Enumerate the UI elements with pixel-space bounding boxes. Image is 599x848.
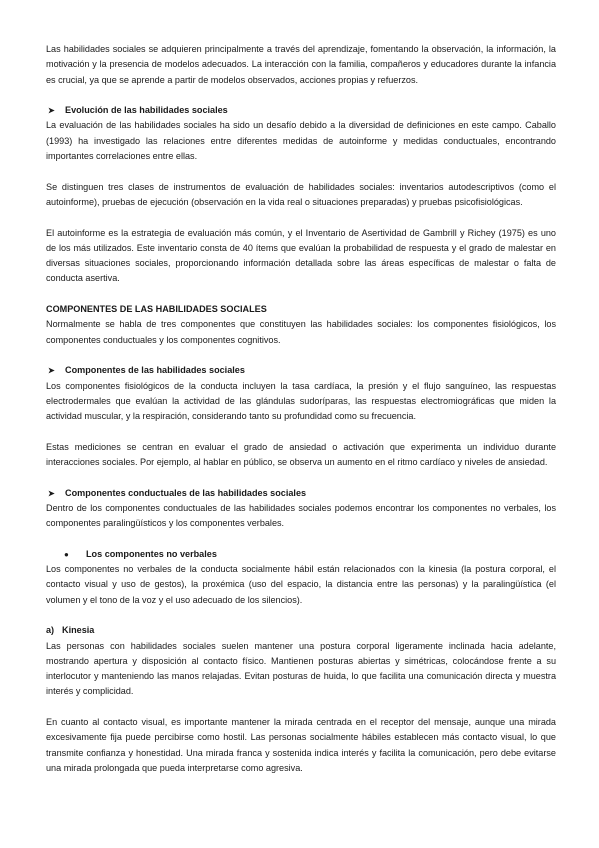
- list-letter: a): [46, 625, 55, 636]
- paragraph-instrumentos: Se distinguen tres clases de instrumentos de evaluación de habilidades sociales: inventarios autodescriptivos (como el autoinforme), pruebas de ejecución (observación en la vida real o situaciones preparadas) y pruebas psicofisiológicas.: [46, 181, 556, 207]
- heading-kinesia: [46, 623, 556, 638]
- arrow-bullet-icon: ➤: [48, 366, 55, 376]
- paragraph-no-verbales: Los componentes no verbales de la conducta socialmente hábil están relacionados con la kinesia (la postura corporal, el contacto visual y uso de gestos), la proxémica (uso del espacio, la distancia entre las personas) y la paralingüística (el volumen y el tono de la voz y el uso adecuado de los silencios).: [46, 564, 556, 605]
- arrow-bullet-icon: ➤: [48, 488, 55, 498]
- heading-text: Evolución de las habilidades sociales: [65, 105, 228, 116]
- paragraph-tres-componentes: Normalmente se habla de tres componentes que constituyen las habilidades sociales: los componentes fisiológicos, los componentes conductuales y los componentes cognitivos.: [46, 319, 556, 345]
- paragraph-contacto-visual: En cuanto al contacto visual, es importante mantener la mirada centrada en el receptor del mensaje, aunque una mirada excesivamente fija puede percibirse como hostil. Las personas socialmente hábiles establecen más contacto visual, lo que transmite confianza y honestidad. Una mirada franca y sostenida indica interés y facilita la comunicación, pero debe evitarse una mirada prolongada que pueda interpretarse como agresiva.: [46, 717, 556, 773]
- heading-no-verbales: [46, 547, 556, 562]
- paragraph-conductuales: Dentro de los componentes conductuales de las habilidades sociales podemos encontrar los componentes no verbales, los componentes paralingüísticos y los componentes verbales.: [46, 502, 556, 529]
- heading-componentes: COMPONENTES DE LAS HABILIDADES SOCIALES: [46, 304, 267, 315]
- paragraph-intro: Las habilidades sociales se adquieren principalmente a través del aprendizaje, fomentando la observación, la información, la motivación y la presencia de modelos adecuados. La interacción con la familia, compañeros y educadores durante la infancia es crucial, ya que se aprende a partir de modelos observados, acciones propias y refuerzos.: [46, 44, 556, 85]
- heading-text: Kinesia: [62, 625, 95, 636]
- heading-text: Los componentes no verbales: [86, 548, 217, 559]
- dot-bullet-icon: ●: [64, 549, 69, 559]
- paragraph-fisiologicos: Los componentes fisiológicos de la conducta incluyen la tasa cardíaca, la presión y el flujo sanguíneo, las respuestas electrodermales que evalúan la actividad de las glándulas sudoríparas, las respuestas electromiográficas que miden la actividad muscular, y la respiración, considerando tanto su profundidad como su frecuencia.: [46, 380, 556, 422]
- heading-componentes-conductuales: [46, 486, 556, 501]
- heading-componentes-fisiologicos: [46, 363, 556, 378]
- heading-evolucion: [46, 103, 556, 118]
- paragraph-mediciones: Estas mediciones se centran en evaluar el grado de ansiedad o activación que experimenta un individuo durante interacciones sociales. Por ejemplo, al hablar en público, se observa un aumento en el ritmo cardíaco y niveles de ansiedad.: [46, 441, 556, 468]
- heading-text: Componentes de las habilidades sociales: [65, 365, 245, 376]
- heading-text: Componentes conductuales de las habilidades sociales: [65, 487, 307, 498]
- paragraph-autoinforme: El autoinforme es la estrategia de evaluación más común, y el Inventario de Asertividad de Gambrill y Richey (1975) es uno de los más utilizados. Este inventario consta de 40 ítems que evalúan la probabilidad de respuesta y el grado de malestar en diversas situaciones sociales, proporcionando información detallada sobre las áreas específicas de malestar o falta de conducta asertiva.: [46, 227, 556, 284]
- arrow-bullet-icon: ➤: [48, 106, 55, 116]
- paragraph-evaluacion: La evaluación de las habilidades sociales ha sido un desafío debido a la diversidad de definiciones en este campo. Caballo (1993) ha investigado las relaciones entre diferentes medidas de autoinforme y medidas conductuales, encontrando importantes correlaciones entre ellas.: [46, 120, 556, 162]
- document-page: [46, 42, 556, 776]
- paragraph-postura: Las personas con habilidades sociales suelen mantener una postura corporal ligeramente inclinada hacia adelante, mostrando apertura y disposición al contacto físico. Mantienen posturas abiertas y simétricas, colocándose frente a su interlocutor y manteniendo las manos relajadas. Evitan posturas de huida, lo que facilita una comunicación directa y muestra interés y complicidad.: [46, 640, 556, 697]
